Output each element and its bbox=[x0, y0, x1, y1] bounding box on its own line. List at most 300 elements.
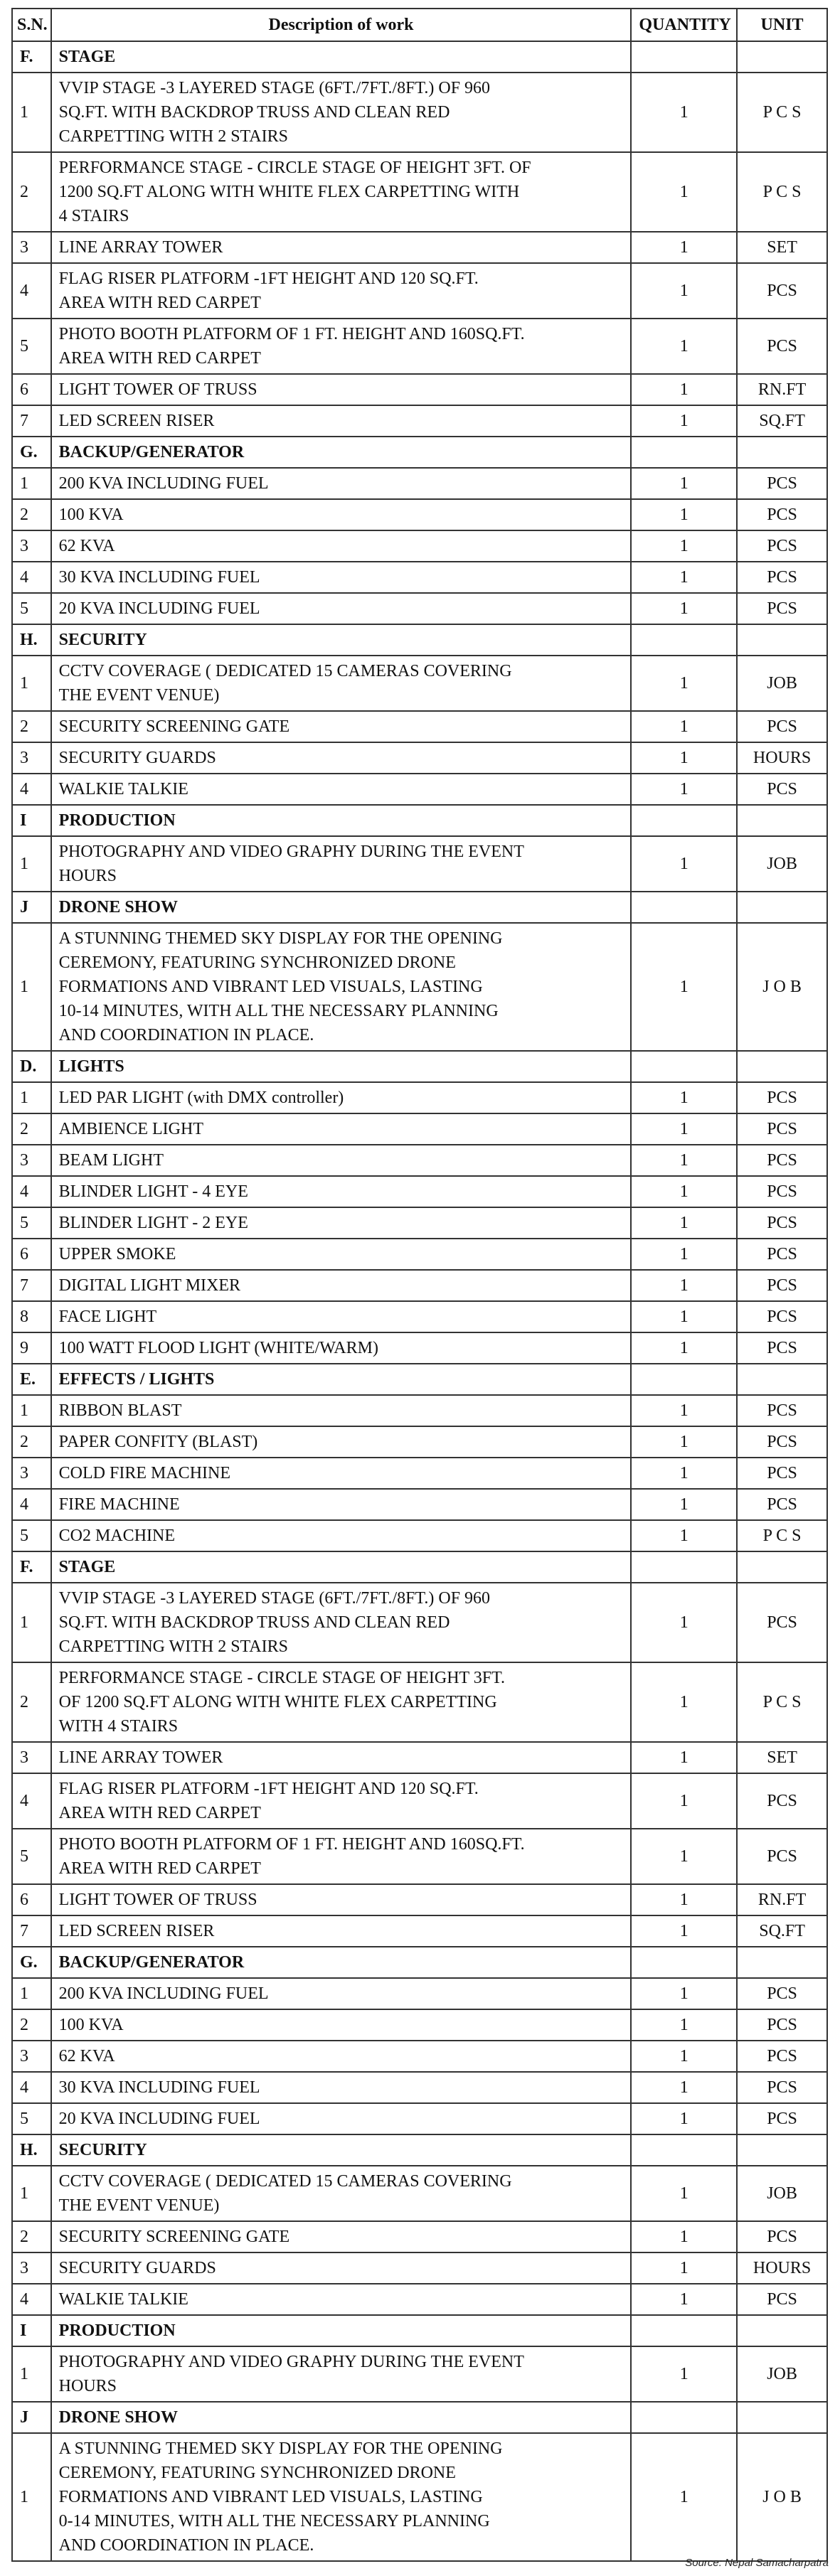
section-title: PRODUCTION bbox=[51, 2315, 632, 2346]
description-line: LINE ARRAY TOWER bbox=[58, 238, 223, 257]
serial-number: 1 bbox=[12, 468, 51, 499]
serial-number: 1 bbox=[12, 923, 51, 1051]
unit-value: PCS bbox=[737, 2072, 827, 2103]
unit-value: PCS bbox=[737, 1978, 827, 2009]
quantity-cell bbox=[631, 2402, 737, 2433]
section-header-row bbox=[12, 805, 827, 836]
unit-cell bbox=[737, 624, 827, 656]
table-row bbox=[12, 1489, 827, 1520]
description-line: AMBIENCE LIGHT bbox=[58, 1120, 203, 1138]
description-cell bbox=[51, 1742, 632, 1773]
description-line: OF 1200 SQ.FT ALONG WITH WHITE FLEX CARPETTING bbox=[58, 1693, 497, 1711]
description-line: FLAG RISER PLATFORM -1FT HEIGHT AND 120 SQ.FT. bbox=[58, 269, 479, 288]
section-header-row bbox=[12, 1947, 827, 1978]
unit-value: PCS bbox=[737, 774, 827, 805]
table-row bbox=[12, 836, 827, 892]
table-row bbox=[12, 1458, 827, 1489]
description-cell bbox=[51, 1332, 632, 1364]
unit-value: JOB bbox=[737, 656, 827, 711]
serial-number: 3 bbox=[12, 1145, 51, 1176]
description-line: 10-14 MINUTES, WITH ALL THE NECESSARY PLANNING bbox=[58, 1002, 499, 1020]
quantity-value: 1 bbox=[631, 1145, 737, 1176]
quantity-value: 1 bbox=[631, 1489, 737, 1520]
description-cell bbox=[51, 405, 632, 437]
quantity-value: 1 bbox=[631, 1113, 737, 1145]
quantity-value: 1 bbox=[631, 1520, 737, 1551]
description-cell bbox=[51, 742, 632, 774]
description-line: WALKIE TALKIE bbox=[58, 2290, 188, 2309]
unit-value: P C S bbox=[737, 73, 827, 152]
unit-cell bbox=[737, 2315, 827, 2346]
unit-value: JOB bbox=[737, 2346, 827, 2402]
description-line: AREA WITH RED CARPET bbox=[58, 1804, 261, 1822]
section-title: STAGE bbox=[51, 1551, 632, 1583]
description-cell bbox=[51, 656, 632, 711]
unit-value: PCS bbox=[737, 1395, 827, 1426]
description-line: A STUNNING THEMED SKY DISPLAY FOR THE OPENING bbox=[58, 2439, 503, 2458]
description-cell bbox=[51, 1829, 632, 1884]
quantity-cell bbox=[631, 2134, 737, 2166]
description-cell bbox=[51, 73, 632, 152]
serial-number: 9 bbox=[12, 1332, 51, 1364]
unit-value: PCS bbox=[737, 2103, 827, 2134]
description-line: SECURITY SCREENING GATE bbox=[58, 2228, 290, 2246]
unit-value: PCS bbox=[737, 593, 827, 624]
description-line: CEREMONY, FEATURING SYNCHRONIZED DRONE bbox=[58, 2464, 456, 2482]
quantity-value: 1 bbox=[631, 774, 737, 805]
quantity-cell bbox=[631, 1947, 737, 1978]
unit-value: PCS bbox=[737, 562, 827, 593]
section-title: BACKUP/GENERATOR bbox=[51, 437, 632, 468]
unit-cell bbox=[737, 892, 827, 923]
unit-value: PCS bbox=[737, 1270, 827, 1301]
quantity-value: 1 bbox=[631, 923, 737, 1051]
table-row bbox=[12, 1426, 827, 1458]
section-header-row bbox=[12, 1551, 827, 1583]
description-line: CEREMONY, FEATURING SYNCHRONIZED DRONE bbox=[58, 953, 456, 972]
table-row bbox=[12, 152, 827, 232]
description-line: DIGITAL LIGHT MIXER bbox=[58, 1276, 241, 1295]
table-row bbox=[12, 774, 827, 805]
description-line: 100 KVA bbox=[58, 506, 124, 524]
quantity-cell bbox=[631, 1051, 737, 1082]
table-row bbox=[12, 319, 827, 374]
description-line: FORMATIONS AND VIBRANT LED VISUALS, LASTING bbox=[58, 2488, 483, 2506]
serial-number: 7 bbox=[12, 1915, 51, 1947]
description-line: PHOTOGRAPHY AND VIDEO GRAPHY DURING THE EVENT bbox=[58, 843, 524, 861]
description-line: FLAG RISER PLATFORM -1FT HEIGHT AND 120 SQ.FT. bbox=[58, 1780, 479, 1798]
description-line: 62 KVA bbox=[58, 2047, 115, 2065]
table-row bbox=[12, 1583, 827, 1662]
quantity-value: 1 bbox=[631, 530, 737, 562]
section-code: H. bbox=[12, 624, 51, 656]
description-line: CO2 MACHINE bbox=[58, 1527, 176, 1545]
description-cell bbox=[51, 1458, 632, 1489]
description-line: 100 KVA bbox=[58, 2016, 124, 2034]
table-row bbox=[12, 593, 827, 624]
description-line: BLINDER LIGHT - 2 EYE bbox=[58, 1214, 248, 1232]
header-sn: S.N. bbox=[12, 9, 51, 41]
description-line: LED SCREEN RISER bbox=[58, 412, 215, 430]
description-cell bbox=[51, 836, 632, 892]
description-cell bbox=[51, 1395, 632, 1426]
table-row bbox=[12, 2072, 827, 2103]
quantity-value: 1 bbox=[631, 1207, 737, 1239]
unit-cell bbox=[737, 805, 827, 836]
section-title: SECURITY bbox=[51, 624, 632, 656]
description-cell bbox=[51, 1207, 632, 1239]
description-cell bbox=[51, 2346, 632, 2402]
header-unit: UNIT bbox=[737, 9, 827, 41]
table-row bbox=[12, 2252, 827, 2284]
quantity-value: 1 bbox=[631, 711, 737, 742]
description-cell bbox=[51, 2166, 632, 2221]
description-line: 62 KVA bbox=[58, 537, 115, 555]
serial-number: 4 bbox=[12, 1773, 51, 1829]
unit-value: PCS bbox=[737, 2284, 827, 2315]
section-code: I bbox=[12, 805, 51, 836]
quantity-value: 1 bbox=[631, 1426, 737, 1458]
work-table bbox=[11, 8, 828, 2562]
description-cell bbox=[51, 2221, 632, 2252]
serial-number: 3 bbox=[12, 742, 51, 774]
description-line: LIGHT TOWER OF TRUSS bbox=[58, 1891, 257, 1909]
table-row bbox=[12, 2009, 827, 2041]
quantity-cell bbox=[631, 1364, 737, 1395]
table-row bbox=[12, 263, 827, 319]
table-row bbox=[12, 1239, 827, 1270]
quantity-value: 1 bbox=[631, 1395, 737, 1426]
description-line: SQ.FT. WITH BACKDROP TRUSS AND CLEAN RED bbox=[58, 1613, 450, 1632]
section-header-row bbox=[12, 892, 827, 923]
serial-number: 1 bbox=[12, 656, 51, 711]
quantity-value: 1 bbox=[631, 152, 737, 232]
serial-number: 4 bbox=[12, 263, 51, 319]
description-line: CCTV COVERAGE ( DEDICATED 15 CAMERAS COVERING bbox=[58, 662, 512, 680]
section-title: PRODUCTION bbox=[51, 805, 632, 836]
quantity-cell bbox=[631, 624, 737, 656]
section-code: H. bbox=[12, 2134, 51, 2166]
description-line: 4 STAIRS bbox=[58, 207, 129, 225]
serial-number: 2 bbox=[12, 2009, 51, 2041]
serial-number: 2 bbox=[12, 2221, 51, 2252]
unit-value: PCS bbox=[737, 1332, 827, 1364]
quantity-cell bbox=[631, 437, 737, 468]
serial-number: 2 bbox=[12, 1113, 51, 1145]
serial-number: 6 bbox=[12, 1884, 51, 1915]
unit-value: HOURS bbox=[737, 2252, 827, 2284]
description-line: 200 KVA INCLUDING FUEL bbox=[58, 474, 269, 493]
section-title: LIGHTS bbox=[51, 1051, 632, 1082]
description-cell bbox=[51, 1239, 632, 1270]
description-line: CARPETTING WITH 2 STAIRS bbox=[58, 127, 288, 146]
section-code: F. bbox=[12, 41, 51, 73]
serial-number: 1 bbox=[12, 1082, 51, 1113]
quantity-value: 1 bbox=[631, 1915, 737, 1947]
quantity-value: 1 bbox=[631, 2284, 737, 2315]
serial-number: 4 bbox=[12, 2284, 51, 2315]
description-line: BLINDER LIGHT - 4 EYE bbox=[58, 1182, 248, 1201]
section-header-row bbox=[12, 2315, 827, 2346]
serial-number: 5 bbox=[12, 2103, 51, 2134]
serial-number: 4 bbox=[12, 1489, 51, 1520]
table-row bbox=[12, 1915, 827, 1947]
description-line: FIRE MACHINE bbox=[58, 1495, 180, 1514]
description-line: PERFORMANCE STAGE - CIRCLE STAGE OF HEIGHT 3FT. OF bbox=[58, 159, 531, 177]
description-cell bbox=[51, 319, 632, 374]
serial-number: 2 bbox=[12, 152, 51, 232]
description-cell bbox=[51, 1270, 632, 1301]
unit-value: PCS bbox=[737, 2221, 827, 2252]
section-header-row bbox=[12, 2134, 827, 2166]
serial-number: 3 bbox=[12, 1742, 51, 1773]
description-cell bbox=[51, 1915, 632, 1947]
description-line: 30 KVA INCLUDING FUEL bbox=[58, 568, 260, 587]
unit-cell bbox=[737, 2134, 827, 2166]
serial-number: 1 bbox=[12, 73, 51, 152]
quantity-value: 1 bbox=[631, 1742, 737, 1773]
description-cell bbox=[51, 1662, 632, 1742]
serial-number: 4 bbox=[12, 1176, 51, 1207]
table-row bbox=[12, 1884, 827, 1915]
unit-value: PCS bbox=[737, 1207, 827, 1239]
header-description: Description of work bbox=[51, 9, 632, 41]
unit-value: PCS bbox=[737, 2041, 827, 2072]
serial-number: 5 bbox=[12, 1829, 51, 1884]
table-row bbox=[12, 1662, 827, 1742]
section-code: J bbox=[12, 2402, 51, 2433]
quantity-value: 1 bbox=[631, 374, 737, 405]
description-line: AREA WITH RED CARPET bbox=[58, 1859, 261, 1878]
description-cell bbox=[51, 2072, 632, 2103]
section-header-row bbox=[12, 624, 827, 656]
unit-value: J O B bbox=[737, 923, 827, 1051]
quantity-value: 1 bbox=[631, 2166, 737, 2221]
table-row bbox=[12, 405, 827, 437]
unit-value: PCS bbox=[737, 1773, 827, 1829]
description-cell bbox=[51, 1113, 632, 1145]
table-row bbox=[12, 711, 827, 742]
quantity-cell bbox=[631, 805, 737, 836]
table-row bbox=[12, 1332, 827, 1364]
description-line: SECURITY SCREENING GATE bbox=[58, 717, 290, 736]
description-line: LED PAR LIGHT (with DMX controller) bbox=[58, 1089, 344, 1107]
quantity-value: 1 bbox=[631, 2103, 737, 2134]
serial-number: 2 bbox=[12, 499, 51, 530]
description-cell bbox=[51, 1773, 632, 1829]
section-title: STAGE bbox=[51, 41, 632, 73]
table-row bbox=[12, 1207, 827, 1239]
section-header-row bbox=[12, 41, 827, 73]
serial-number: 4 bbox=[12, 774, 51, 805]
table-row bbox=[12, 1773, 827, 1829]
serial-number: 1 bbox=[12, 2346, 51, 2402]
serial-number: 5 bbox=[12, 319, 51, 374]
unit-value: PCS bbox=[737, 530, 827, 562]
description-line: FORMATIONS AND VIBRANT LED VISUALS, LASTING bbox=[58, 978, 483, 996]
unit-value: RN.FT bbox=[737, 1884, 827, 1915]
description-line: SQ.FT. WITH BACKDROP TRUSS AND CLEAN RED bbox=[58, 103, 450, 122]
description-cell bbox=[51, 1978, 632, 2009]
quantity-value: 1 bbox=[631, 1773, 737, 1829]
serial-number: 5 bbox=[12, 1520, 51, 1551]
section-title: BACKUP/GENERATOR bbox=[51, 1947, 632, 1978]
section-code: I bbox=[12, 2315, 51, 2346]
table-row bbox=[12, 923, 827, 1051]
quantity-value: 1 bbox=[631, 263, 737, 319]
unit-value: PCS bbox=[737, 319, 827, 374]
serial-number: 7 bbox=[12, 405, 51, 437]
section-title: DRONE SHOW bbox=[51, 892, 632, 923]
unit-value: PCS bbox=[737, 1458, 827, 1489]
description-line: BEAM LIGHT bbox=[58, 1151, 164, 1170]
serial-number: 7 bbox=[12, 1270, 51, 1301]
quantity-value: 1 bbox=[631, 1884, 737, 1915]
unit-value: JOB bbox=[737, 836, 827, 892]
table-row bbox=[12, 499, 827, 530]
quantity-value: 1 bbox=[631, 1082, 737, 1113]
description-line: SECURITY GUARDS bbox=[58, 2259, 216, 2277]
table-row bbox=[12, 1270, 827, 1301]
quantity-value: 1 bbox=[631, 1239, 737, 1270]
description-line: 0-14 MINUTES, WITH ALL THE NECESSARY PLANNING bbox=[58, 2512, 490, 2530]
quantity-cell bbox=[631, 892, 737, 923]
quantity-value: 1 bbox=[631, 2433, 737, 2561]
unit-value: P C S bbox=[737, 1662, 827, 1742]
quantity-value: 1 bbox=[631, 2221, 737, 2252]
unit-value: P C S bbox=[737, 1520, 827, 1551]
quantity-value: 1 bbox=[631, 2072, 737, 2103]
description-line: HOURS bbox=[58, 867, 117, 885]
unit-value: SET bbox=[737, 1742, 827, 1773]
unit-value: PCS bbox=[737, 1583, 827, 1662]
description-cell bbox=[51, 468, 632, 499]
serial-number: 3 bbox=[12, 232, 51, 263]
quantity-value: 1 bbox=[631, 836, 737, 892]
unit-cell bbox=[737, 2402, 827, 2433]
serial-number: 4 bbox=[12, 562, 51, 593]
table-row bbox=[12, 530, 827, 562]
description-cell bbox=[51, 1176, 632, 1207]
serial-number: 2 bbox=[12, 1662, 51, 1742]
section-header-row bbox=[12, 437, 827, 468]
table-row bbox=[12, 1145, 827, 1176]
unit-cell bbox=[737, 41, 827, 73]
quantity-value: 1 bbox=[631, 1978, 737, 2009]
serial-number: 4 bbox=[12, 2072, 51, 2103]
description-line: PHOTOGRAPHY AND VIDEO GRAPHY DURING THE EVENT bbox=[58, 2353, 524, 2371]
description-line: THE EVENT VENUE) bbox=[58, 686, 220, 705]
serial-number: 3 bbox=[12, 1458, 51, 1489]
unit-value: PCS bbox=[737, 1426, 827, 1458]
unit-value: SQ.FT bbox=[737, 1915, 827, 1947]
table-row bbox=[12, 2166, 827, 2221]
description-line: 100 WATT FLOOD LIGHT (WHITE/WARM) bbox=[58, 1339, 378, 1357]
description-line: UPPER SMOKE bbox=[58, 1245, 176, 1263]
table-row bbox=[12, 1520, 827, 1551]
header-quantity: QUANTITY bbox=[631, 9, 737, 41]
table-row bbox=[12, 1301, 827, 1332]
description-line: A STUNNING THEMED SKY DISPLAY FOR THE OPENING bbox=[58, 929, 503, 948]
quantity-value: 1 bbox=[631, 2252, 737, 2284]
table-row bbox=[12, 562, 827, 593]
unit-value: PCS bbox=[737, 1145, 827, 1176]
quantity-cell bbox=[631, 41, 737, 73]
description-line: WITH 4 STAIRS bbox=[58, 1717, 179, 1736]
description-cell bbox=[51, 1489, 632, 1520]
description-line: AREA WITH RED CARPET bbox=[58, 294, 261, 312]
quantity-value: 1 bbox=[631, 73, 737, 152]
unit-value: PCS bbox=[737, 1082, 827, 1113]
description-line: AND COORDINATION IN PLACE. bbox=[58, 2536, 314, 2555]
description-line: COLD FIRE MACHINE bbox=[58, 1464, 231, 1482]
unit-value: PCS bbox=[737, 1301, 827, 1332]
description-cell bbox=[51, 2284, 632, 2315]
table-row bbox=[12, 468, 827, 499]
serial-number: 1 bbox=[12, 836, 51, 892]
table-row bbox=[12, 73, 827, 152]
serial-number: 5 bbox=[12, 593, 51, 624]
quantity-value: 1 bbox=[631, 232, 737, 263]
table-row bbox=[12, 2346, 827, 2402]
description-cell bbox=[51, 2041, 632, 2072]
description-cell bbox=[51, 1884, 632, 1915]
unit-cell bbox=[737, 1947, 827, 1978]
unit-value: PCS bbox=[737, 1113, 827, 1145]
unit-value: P C S bbox=[737, 152, 827, 232]
description-line: LINE ARRAY TOWER bbox=[58, 1748, 223, 1767]
quantity-value: 1 bbox=[631, 319, 737, 374]
description-cell bbox=[51, 1301, 632, 1332]
description-cell bbox=[51, 499, 632, 530]
description-line: WALKIE TALKIE bbox=[58, 780, 188, 798]
serial-number: 8 bbox=[12, 1301, 51, 1332]
table-row bbox=[12, 1978, 827, 2009]
table-row bbox=[12, 1829, 827, 1884]
description-line: VVIP STAGE -3 LAYERED STAGE (6FT./7FT./8FT.) OF 960 bbox=[58, 79, 491, 97]
description-line: RIBBON BLAST bbox=[58, 1401, 182, 1420]
unit-cell bbox=[737, 1051, 827, 1082]
serial-number: 1 bbox=[12, 2433, 51, 2561]
description-cell bbox=[51, 2103, 632, 2134]
table-row bbox=[12, 232, 827, 263]
table-row bbox=[12, 742, 827, 774]
description-line: 1200 SQ.FT ALONG WITH WHITE FLEX CARPETTING WITH bbox=[58, 183, 520, 201]
description-line: HOURS bbox=[58, 2377, 117, 2395]
description-cell bbox=[51, 1082, 632, 1113]
unit-value: PCS bbox=[737, 1489, 827, 1520]
section-header-row bbox=[12, 1364, 827, 1395]
quantity-value: 1 bbox=[631, 1301, 737, 1332]
description-line: 30 KVA INCLUDING FUEL bbox=[58, 2078, 260, 2097]
description-line: VVIP STAGE -3 LAYERED STAGE (6FT./7FT./8FT.) OF 960 bbox=[58, 1589, 491, 1608]
description-cell bbox=[51, 562, 632, 593]
serial-number: 1 bbox=[12, 1395, 51, 1426]
unit-cell bbox=[737, 1364, 827, 1395]
description-line: CCTV COVERAGE ( DEDICATED 15 CAMERAS COVERING bbox=[58, 2172, 512, 2191]
serial-number: 2 bbox=[12, 1426, 51, 1458]
table-row bbox=[12, 1176, 827, 1207]
quantity-value: 1 bbox=[631, 2009, 737, 2041]
table-header-row bbox=[12, 9, 827, 41]
unit-value: PCS bbox=[737, 1176, 827, 1207]
section-code: J bbox=[12, 892, 51, 923]
quantity-value: 1 bbox=[631, 593, 737, 624]
unit-value: PCS bbox=[737, 263, 827, 319]
unit-cell bbox=[737, 1551, 827, 1583]
description-cell bbox=[51, 232, 632, 263]
quantity-value: 1 bbox=[631, 1662, 737, 1742]
